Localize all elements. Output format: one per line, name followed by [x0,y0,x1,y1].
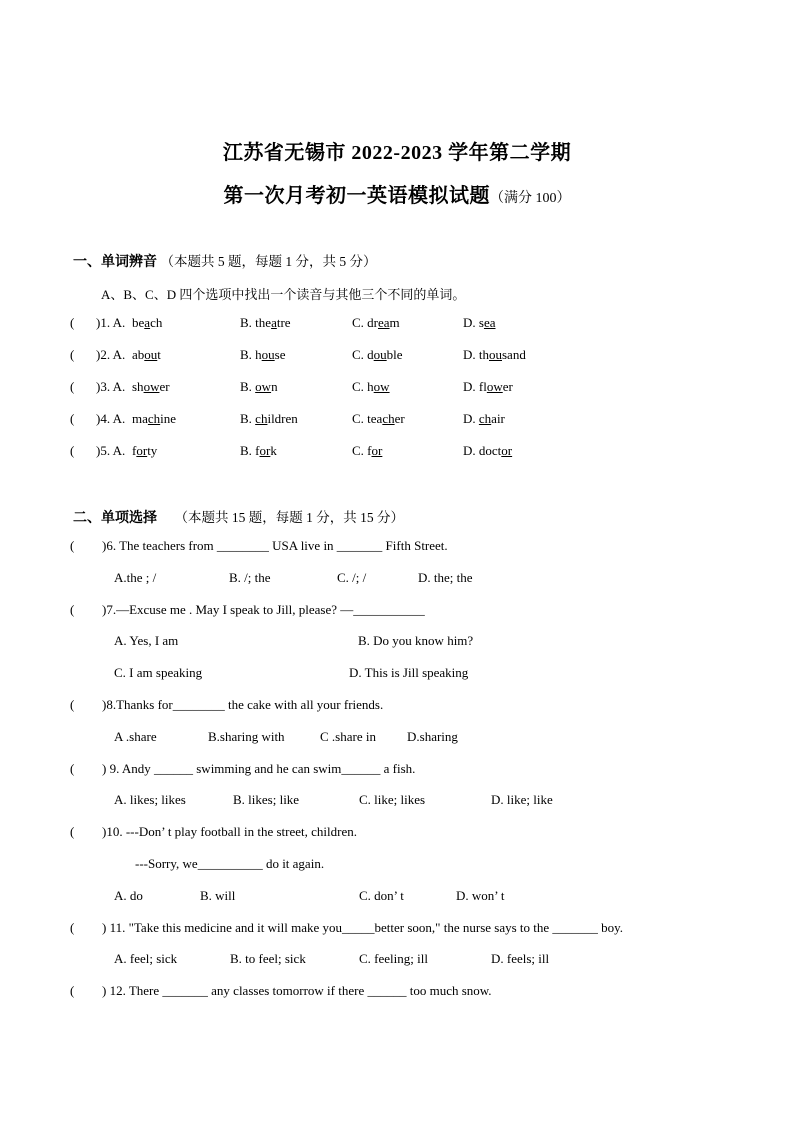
q5-option-c [352,443,382,459]
word-part: B. [240,379,256,394]
q4-option-d [463,411,505,427]
underlined-sound: ou [373,347,387,362]
underlined-sound: ow [373,379,390,394]
word-part: B. h [240,347,262,362]
underlined-sound: ch [478,411,492,426]
underlined-sound: ow [486,379,503,394]
word-part: t [157,347,161,362]
q10-option-a: A. do [114,888,143,903]
section1-note: （本题共 5 题，每题 1 分，共 5 分） [160,254,377,269]
word-part: be [132,315,145,330]
q5-option-a [132,443,157,459]
q10-option-b: B. will [200,888,236,903]
question-11: ) 11. "Take this medicine and it will make you_____better soon," the nurse says to the _______ boy. [102,920,624,935]
q5-option-b [240,443,277,459]
q4-option-a [132,411,176,427]
word-part: C. tea [352,411,383,426]
q8-option-a: A .share [114,729,157,744]
answer-paren: ( [70,602,75,617]
question-number: )3. A. [96,379,126,394]
score-note: （满分 100） [490,191,571,206]
underlined-sound: ch [382,411,395,426]
q11-option-b: B. to feel; sick [230,951,306,966]
q9-option-d: D. like; like [491,792,553,807]
subtitle-text: 第一次月考初一英语模拟试题 [223,185,490,207]
question-9: ) 9. Andy ______ swimming and he can swim______ a fish. [102,761,416,776]
word-part: B. the [240,315,272,330]
answer-paren: ( [70,761,75,776]
underlined-sound: or [371,443,383,458]
q2-option-d [463,347,526,363]
underlined-sound: ou [489,347,502,362]
q3-option-b [240,379,278,395]
q6-option-a: A.the ; / [114,570,157,585]
section1-heading: 一、单词辨音 [73,255,157,270]
word-part: tre [276,315,291,330]
underlined-sound: ea [483,315,496,330]
word-part: sand [502,347,526,362]
section1-header [73,250,377,271]
q10-option-c: C. don’ t [359,888,404,903]
answer-paren: ( [70,824,75,839]
word-part: D. fl [463,379,487,394]
q1-option-a [132,315,162,331]
q7-option-d: D. This is Jill speaking [349,665,469,680]
underlined-sound: ch [255,411,268,426]
q10-option-d: D. won’ t [456,888,505,903]
word-part: k [270,443,277,458]
underlined-sound: a [144,315,151,330]
underlined-sound: ou [261,347,275,362]
word-part: ma [132,411,148,426]
q1-option-c [352,315,400,331]
q2-option-c [352,347,403,363]
answer-paren: ( [70,443,75,458]
question-8: )8.Thanks for________ the cake with all your friends. [102,697,384,712]
answer-paren: ( [70,538,75,553]
q6-option-b: B. /; the [229,570,271,585]
question-number: )5. A. [96,443,126,458]
word-part: ildren [267,411,298,426]
question-10-reply: ---Sorry, we__________ do it again. [135,856,325,871]
question-6: )6. The teachers from ________ USA live in _______ Fifth Street. [102,538,448,553]
word-part: D. s [463,315,484,330]
word-part: se [274,347,286,362]
q11-option-c: C. feeling; ill [359,951,428,966]
word-part: ble [386,347,403,362]
underlined-sound: a [271,315,277,330]
q7-option-b: B. Do you know him? [358,633,474,648]
word-part: C. h [352,379,374,394]
section2-header [73,506,404,527]
word-part: C. f [352,443,372,458]
question-7: )7.—Excuse me . May I speak to Jill, please? —___________ [102,602,425,617]
word-part: B. f [240,443,260,458]
answer-paren: ( [70,920,75,935]
q7-option-c: C. I am speaking [114,665,203,680]
underlined-sound: ea [378,315,390,330]
q6-option-d: D. the; the [418,570,473,585]
q2-option-a [132,347,161,363]
word-part: D. doct [463,443,502,458]
q7-option-a: A. Yes, I am [114,633,179,648]
q6-option-c: C. /; / [337,570,367,585]
q9-option-c: C. like; likes [359,792,426,807]
q4-option-b [240,411,298,427]
section2-note: （本题共 15 题，每题 1 分，共 15 分） [174,510,404,525]
section2-heading: 二、单项选择 [73,511,157,526]
underlined-sound: or [259,443,271,458]
q1-option-d [463,315,496,331]
word-part: air [491,411,505,426]
q1-option-b [240,315,291,331]
q2-option-b [240,347,286,363]
q9-option-b: B. likes; like [233,792,300,807]
q3-option-d [463,379,513,395]
question-number: )1. A. [96,315,126,330]
answer-paren: ( [70,315,75,330]
word-part: ty [147,443,158,458]
word-part: D. th [463,347,489,362]
word-part: B. [240,411,256,426]
q4-option-c [352,411,405,427]
word-part: ine [160,411,177,426]
word-part: ab [132,347,145,362]
page-subtitle [0,179,794,208]
q3-option-a [132,379,170,395]
underlined-sound: ow [143,379,160,394]
q8-option-d: D.sharing [407,729,458,744]
underlined-sound: ow [255,379,272,394]
q9-option-a: A. likes; likes [114,792,186,807]
answer-paren: ( [70,411,75,426]
word-part: C. d [352,347,374,362]
word-part: n [271,379,278,394]
word-part: ch [150,315,163,330]
underlined-sound: ch [147,411,161,426]
answer-paren: ( [70,983,75,998]
word-part: C. dr [352,315,378,330]
q11-option-d: D. feels; ill [491,951,550,966]
question-12: ) 12. There _______ any classes tomorrow if there ______ too much snow. [102,983,492,998]
q5-option-d [463,443,512,459]
underlined-sound: or [501,443,513,458]
page-title: 江苏省无锡市 2022-2023 学年第二学期 [222,142,572,164]
word-part: m [389,315,400,330]
q8-option-c: C .share in [320,729,376,744]
answer-paren: ( [70,379,75,394]
word-part: er [502,379,513,394]
answer-paren: ( [70,697,75,712]
word-part: er [394,411,405,426]
section1-instruction: A、B、C、D 四个选项中找出一个读音与其他三个不同的单词。 [101,287,466,302]
question-10: )10. ---Don’ t play football in the street, children. [102,824,357,839]
q3-option-c [352,379,390,395]
question-number: )2. A. [96,347,126,362]
answer-paren: ( [70,347,75,362]
question-number: )4. A. [96,411,126,426]
word-part: er [159,379,170,394]
q8-option-b: B.sharing with [208,729,285,744]
word-part: D. [463,411,479,426]
q11-option-a: A. feel; sick [114,951,178,966]
word-part: sh [132,379,144,394]
word-part: f [132,443,137,458]
underlined-sound: or [136,443,148,458]
underlined-sound: ou [144,347,158,362]
